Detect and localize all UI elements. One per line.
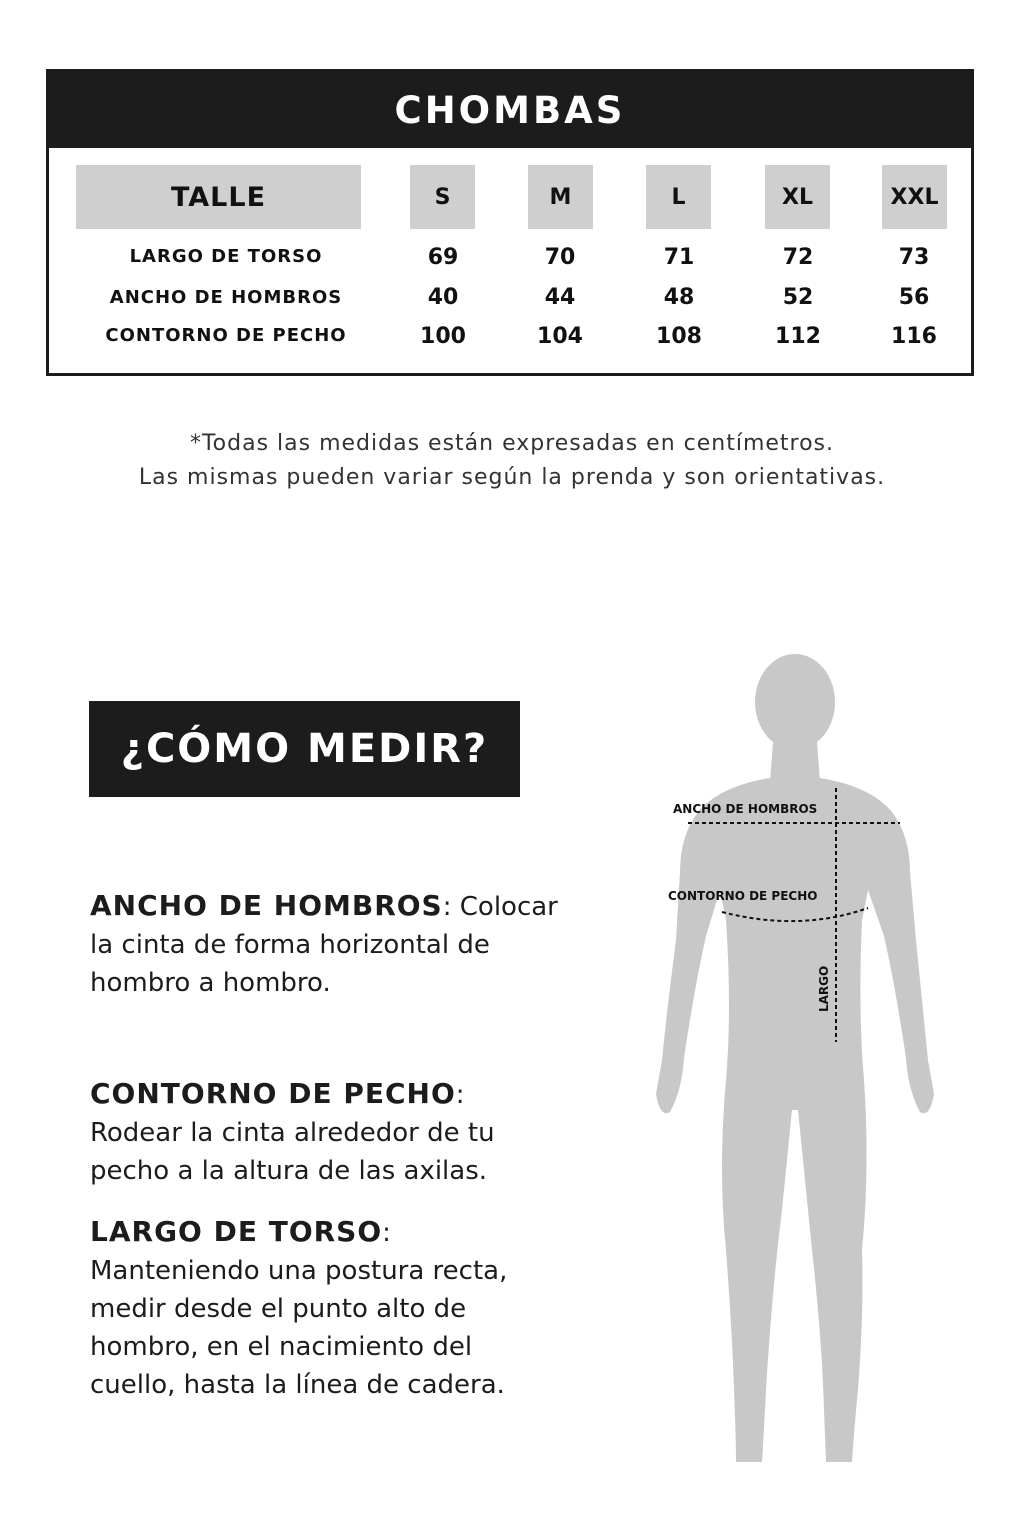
table-cell: 100 bbox=[420, 324, 466, 349]
chest-label: CONTORNO DE PECHO bbox=[668, 889, 818, 903]
how-to-title: ¿CÓMO MEDIR? bbox=[89, 701, 520, 797]
size-header: M bbox=[528, 165, 593, 229]
table-cell: 52 bbox=[782, 285, 814, 310]
table-cell: 40 bbox=[427, 285, 459, 310]
table-cell: 70 bbox=[544, 245, 576, 270]
size-header: XXL bbox=[882, 165, 947, 229]
table-cell: 71 bbox=[663, 245, 695, 270]
instruction-shoulders: ANCHO DE HOMBROS: Colocar la cinta de forma horizontal de hombro a hombro. bbox=[90, 889, 558, 998]
size-header: S bbox=[410, 165, 475, 229]
talle-header: TALLE bbox=[76, 165, 361, 229]
instruction-title: LARGO DE TORSO bbox=[90, 1215, 383, 1248]
instruction-torso: LARGO DE TORSO: Manteniendo una postura recta, medir desde el punto alto de hombro, en el nacimiento del cuello, hasta la línea de cadera. bbox=[90, 1215, 508, 1400]
table-cell: 44 bbox=[544, 285, 576, 310]
table-title: CHOMBAS bbox=[49, 72, 971, 148]
table-cell: 48 bbox=[663, 285, 695, 310]
size-header: L bbox=[646, 165, 711, 229]
instruction-text: Manteniendo una postura recta, medir desde el punto alto de hombro, en el nacimiento del cuello, hasta la línea de cadera. bbox=[90, 1256, 508, 1400]
shoulder-label: ANCHO DE HOMBROS bbox=[673, 802, 818, 816]
row-label-ancho: ANCHO DE HOMBROS bbox=[109, 287, 343, 308]
table-cell: 112 bbox=[775, 324, 821, 349]
silhouette-shape bbox=[656, 654, 934, 1462]
size-table bbox=[46, 69, 974, 376]
instruction-title: ANCHO DE HOMBROS bbox=[90, 889, 443, 922]
length-label: LARGO bbox=[817, 965, 831, 1012]
table-cell: 73 bbox=[898, 245, 930, 270]
body-silhouette bbox=[640, 650, 960, 1480]
row-label-contorno: CONTORNO DE PECHO bbox=[105, 325, 347, 346]
note-line-1: *Todas las medidas están expresadas en centímetros. bbox=[189, 431, 835, 456]
row-label-largo: LARGO DE TORSO bbox=[129, 246, 323, 267]
table-cell: 108 bbox=[656, 324, 702, 349]
table-cell: 104 bbox=[537, 324, 583, 349]
instruction-text: Colocar la cinta de forma horizontal de hombro a hombro. bbox=[90, 892, 558, 998]
note-line-2: Las mismas pueden variar según la prenda y son orientativas. bbox=[138, 465, 886, 490]
instruction-text: Rodear la cinta alrededor de tu pecho a la altura de las axilas. bbox=[90, 1118, 495, 1186]
table-cell: 116 bbox=[891, 324, 937, 349]
table-cell: 72 bbox=[782, 245, 814, 270]
table-cell: 69 bbox=[427, 245, 459, 270]
instruction-title: CONTORNO DE PECHO bbox=[90, 1077, 456, 1110]
size-header: XL bbox=[765, 165, 830, 229]
instruction-chest: CONTORNO DE PECHO: Rodear la cinta alrededor de tu pecho a la altura de las axilas. bbox=[90, 1077, 495, 1186]
table-cell: 56 bbox=[898, 285, 930, 310]
